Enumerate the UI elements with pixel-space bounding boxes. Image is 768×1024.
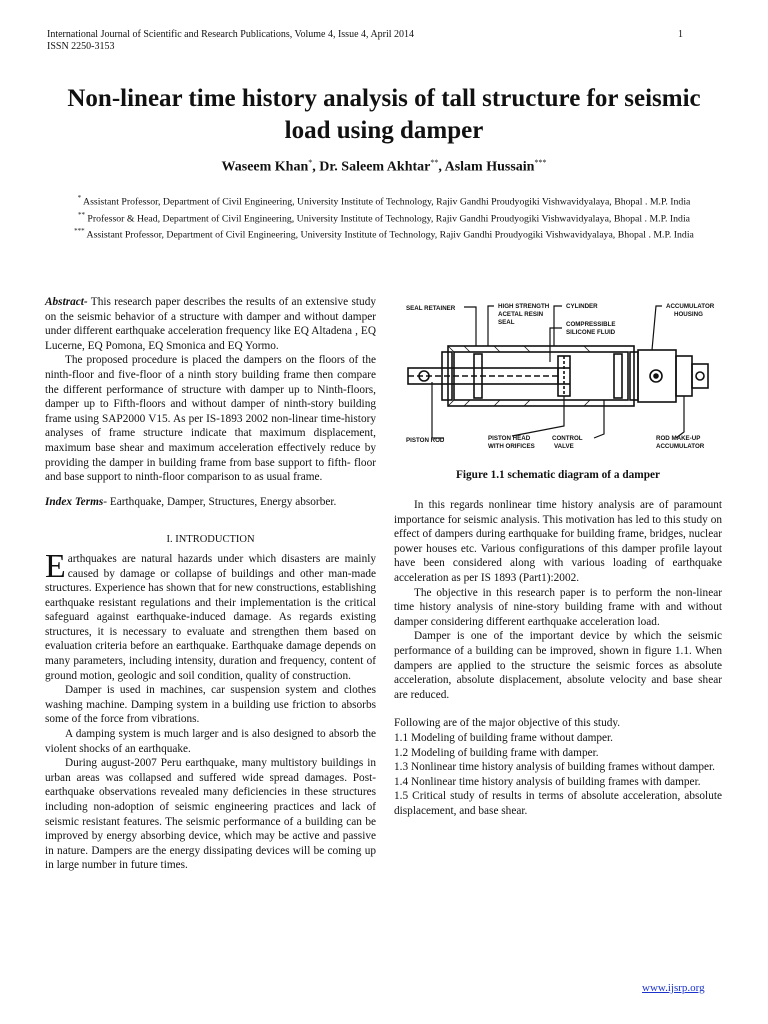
author-mark: * <box>308 158 313 167</box>
intro-paragraph-2: Damper is used in machines, car suspension system and clothes washing machine. Damping system in a building use friction to absorbs some of the force from vibrations. <box>45 684 376 726</box>
intro-paragraph-1 <box>45 547 376 683</box>
fig-label-accumulator: ACCUMULATOR <box>666 303 715 310</box>
affiliation-text: Professor & Head, Department of Civil Engineering, University Institute of Technology, Rajiv Gandhi Proudyogiki Vishwavidyalaya, Bhopal . M.P. India <box>84 212 691 224</box>
objective-item: 1.5 Critical study of results in terms of absolute acceleration, absolute displacement, and base shear. <box>394 790 722 817</box>
affiliations <box>50 192 718 242</box>
abstract-text: This research paper describes the results of an extensive study on the seismic behavior of a structure with damper and without damper under different earthquake acceleration frequency like EQ Altadena , EQ Lucerne, EQ Pomona, EQ Smonica and EQ Yormo. <box>45 296 376 352</box>
issn-line: ISSN 2250-3153 <box>47 41 115 52</box>
affiliation-text: Assistant Professor, Department of Civil Engineering, University Institute of Technology, Rajiv Gandhi Proudyogiki Vishwavidyalaya, Bhopal . M.P. India <box>84 229 694 241</box>
right-paragraph-3: Damper is one of the important device by which the seismic performance of a building can be improved, shown in figure 1.1. When dampers are applied to the structure the seismic forces as absolute acceleration, absolute displacement, absolute velocity and base shear are reduced. <box>394 630 722 701</box>
author-name: Aslam Hussain <box>444 159 535 175</box>
affiliation-mark: * <box>77 194 82 202</box>
fig-label-acetal-resin: ACETAL RESIN <box>498 311 544 318</box>
author-mark: *** <box>534 158 547 167</box>
index-terms <box>45 495 376 510</box>
affiliation <box>50 209 718 226</box>
fig-label-seal-retainer: SEAL RETAINER <box>406 305 456 312</box>
section-heading: I. INTRODUCTION <box>166 534 255 546</box>
affiliation-mark: ** <box>77 210 85 219</box>
author-list <box>50 158 718 176</box>
journal-header <box>47 29 414 53</box>
author-separator: , <box>312 159 320 175</box>
objective-item: 1.2 Modeling of building frame with damper. <box>394 746 599 759</box>
page-number: 1 <box>678 29 683 40</box>
left-column <box>45 295 376 873</box>
fig-label-piston-head: PISTON HEAD <box>488 435 531 442</box>
drop-cap: E <box>45 547 66 585</box>
abstract-paragraph-2: The proposed procedure is placed the dampers on the floors of the ninth-floor and five-floor of a ninth story building frame then compare the different performance of structure with damper up to Ninth-floors, damper up to Fifth-floors and without damper of ninth-story building frame using SAP2000 V15. As per IS-1893 2002 non-linear time-history analyses of frame structure indicate that maximum displacement, maximum base shear and maximum acceleration effectively reduce by providing the damper in building frame from base support to fifth- floor and base support to ninth-floor comparison to as usual frame. <box>45 354 376 484</box>
fig-label-piston-rod: PISTON ROD <box>406 437 445 444</box>
paper-title: Non-linear time history analysis of tall structure for seismic load using damper <box>67 85 701 144</box>
abstract-label: Abstract- <box>45 296 88 308</box>
affiliation-text: Assistant Professor, Department of Civil Engineering, University Institute of Technology, Rajiv Gandhi Proudyogiki Vishwavidyalaya, Bhopal . M.P. India <box>81 196 691 208</box>
footer-link[interactable]: www.ijsrp.org <box>642 982 705 994</box>
objectives-intro: Following are of the major objective of this study. <box>394 717 621 730</box>
intro-paragraph-3: A damping system is much larger and is also designed to absorb the violent shocks of an earthquake. <box>45 728 376 755</box>
author-name: Waseem Khan <box>221 159 309 175</box>
author-separator: , <box>438 159 445 175</box>
fig-label-silicone-fluid: SILICONE FLUID <box>566 329 616 336</box>
author-mark: ** <box>430 158 439 167</box>
author-name: Dr. Saleem Akhtar <box>319 159 431 175</box>
abstract-paragraph <box>45 295 376 353</box>
intro-text: arthquakes are natural hazards under which disasters are mainly caused by damage or collapse of buildings and other man-made structures. Experience has shown that for new constructions, establishing earthquake resistant regulations and their implementation is the critical safeguard against earthquake-induced damage. As regards existing structures, it is necessary to evaluate and strengthen them based on evaluation criteria before an earthquake. Earthquake damage depends on many parameters, including intensity, duration and frequency, content of ground motion, geologic and soil condition, quality of construction. <box>45 552 376 682</box>
objective-item: 1.4 Nonlinear time history analysis of building frames with damper. <box>394 775 701 788</box>
affiliation-mark: *** <box>74 227 85 236</box>
damper-schematic-figure <box>404 296 724 458</box>
fig-label-control: CONTROL <box>552 435 583 442</box>
fig-label-seal: SEAL <box>498 319 515 326</box>
right-paragraph-2: The objective in this research paper is to perform the non-linear time history analysis of nine-story building frame with and without damper considering different earthquake acceleration load. <box>394 586 722 628</box>
objective-item: 1.3 Nonlinear time history analysis of building frames without damper. <box>394 761 715 774</box>
fig-label-rod-makeup: ROD MAKE-UP <box>656 435 701 442</box>
fig-label-with-orifices: WITH ORIFICES <box>488 443 535 450</box>
fig-label-housing: HOUSING <box>674 311 703 318</box>
figure-caption: Figure 1.1 schematic diagram of a damper <box>455 469 661 481</box>
fig-label-compressible: COMPRESSIBLE <box>566 321 616 328</box>
affiliation <box>50 225 718 242</box>
affiliation <box>50 192 718 209</box>
fig-label-accumulator-2: ACCUMULATOR <box>656 443 705 450</box>
right-paragraph-1: In this regards nonlinear time history analysis are of paramount importance for seismic analysis. This motivation has led to this study on effect of dampers during earthquake for building frame, bridges, nuclear power houses etc. Various configurations of this damper profile layout have been considered along with various loading of earthquake acceleration as per IS 1893 (Part1):2002. <box>394 499 722 584</box>
journal-line: International Journal of Scientific and Research Publications, Volume 4, Issue 4, April 2014 <box>47 29 415 40</box>
fig-label-valve: VALVE <box>554 443 574 450</box>
intro-paragraph-4: During august-2007 Peru earthquake, many multistory buildings in urban areas was collapsed and suffered wide spread damages. Post-earthquake observations revealed many deficiencies in these structures including non-adoption of seismic engineering practices and lack of seismic resistant features. The seismic performance of a building can be improved by energy absorbing device, which may be active and passive in nature. Dampers are the energy dissipating devices will be coming up in large number in future times. <box>45 757 376 872</box>
objective-item: 1.1 Modeling of building frame without damper. <box>394 731 613 744</box>
fig-label-cylinder: CYLINDER <box>566 303 598 310</box>
index-terms-label: Index Terms <box>45 495 104 508</box>
right-column <box>394 498 722 818</box>
fig-label-high-strength: HIGH STRENGTH <box>498 303 550 310</box>
index-terms-text: - Earthquake, Damper, Structures, Energy absorber. <box>103 495 337 508</box>
